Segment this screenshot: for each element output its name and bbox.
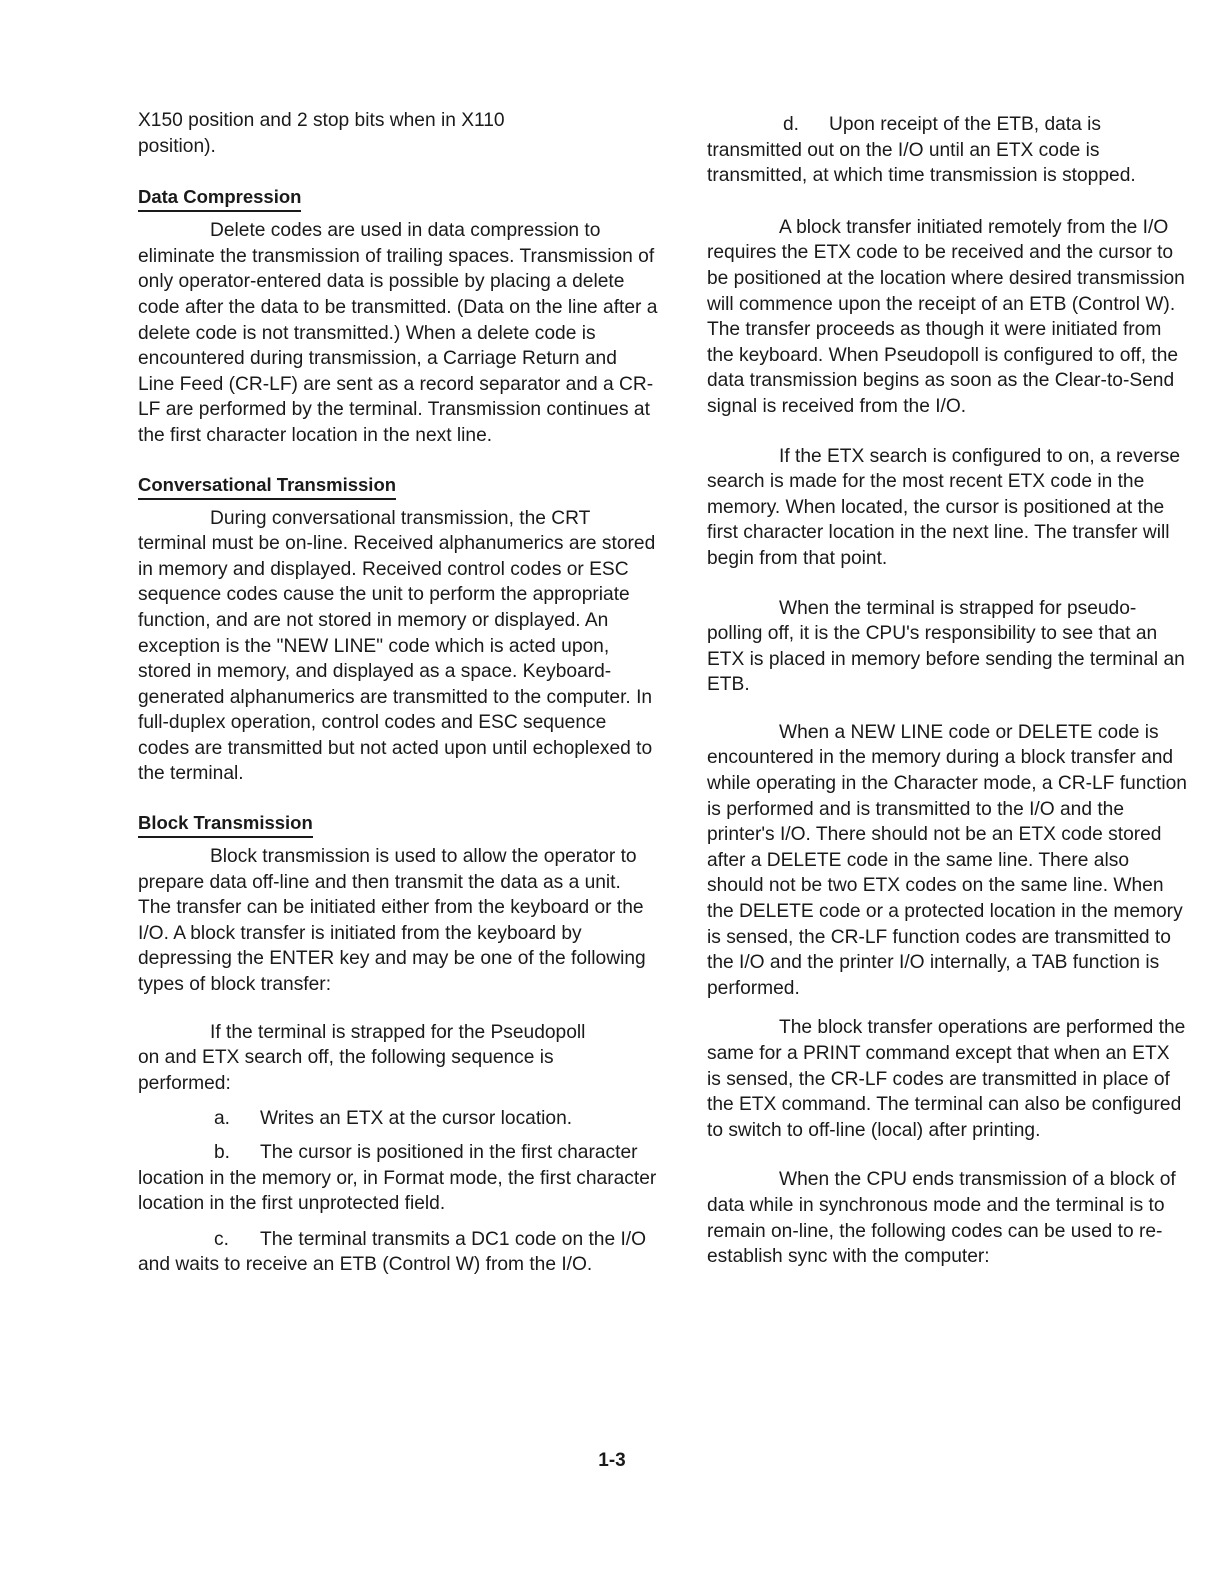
step-a-label: a.	[214, 1108, 231, 1130]
step-d	[707, 112, 1187, 189]
conversational-transmission-body: During conversational transmission, the CRT terminal must be on-line. Received alphanumerics are stored in memory and displayed. Received control codes or ESC sequence codes cause the unit to perform the appropriate function, and are not stored in memory or displayed. An exception is the "NEW LINE" code which is acted upon, stored in memory, and displayed as a space. Keyboard-generated alphanumerics are transmitted to the computer. In full-duplex operation, control codes and ESC sequence codes are transmitted but not acted upon until echoplexed to the terminal.	[138, 507, 656, 785]
block-transmission-heading: Block Transmission	[138, 811, 313, 838]
step-b-label: b.	[214, 1142, 231, 1163]
block-transmission-section	[138, 811, 658, 1278]
etx-search-paragraph: If the ETX search is configured to on, a reverse search is made for the most recent ETX code in the memory. When located, the cursor is positioned at the first character location in the next line. The transfer will begin from that point.	[707, 445, 1181, 569]
step-a-text: Writes an ETX at the cursor location.	[260, 1108, 573, 1130]
step-a	[138, 1106, 658, 1132]
new-line-delete-paragraph: When a NEW LINE code or DELETE code is encountered in the memory during a block transfer and while operating in the Character mode, a CR-LF function is performed and is transmitted to the I/O and the printer's I/O. There should not be an ETX code stored after a DELETE code in the same line. There also should not be two ETX codes on the same line. When the DELETE code or a protected location in the memory is sensed, the CR-LF function codes are transmitted to the I/O and the printer I/O internally, a TAB function is performed.	[707, 721, 1187, 999]
data-compression-body: Delete codes are used in data compression to eliminate the transmission of trailing spaces. Transmission of only operator-entered data is possible by placing a delete code after the data to be transmitted. (Data on the line after a delete code is not transmitted.) When a delete code is encountered during transmission, a Carriage Return and Line Feed (CR-LF) are sent as a record separator and a CR-LF are performed by the terminal. Transmission continues at the first character location in the next line.	[138, 220, 658, 446]
step-c	[138, 1227, 658, 1278]
intro-continuation: X150 position and 2 stop bits when in X110 position).	[138, 110, 505, 157]
conversational-transmission-heading: Conversational Transmission	[138, 473, 396, 500]
step-d-text: Upon receipt of the ETB, data is transmitted out on the I/O until an ETX code is transmitted, at which time transmission is stopped.	[707, 114, 1136, 187]
pseudopolling-off-paragraph: When the terminal is strapped for pseudo-polling off, it is the CPU's responsibility to see that an ETX is placed in memory before sending the terminal an ETB.	[707, 597, 1185, 696]
page-number: 1-3	[598, 1450, 626, 1471]
step-c-label: c.	[214, 1228, 229, 1250]
left-column	[138, 108, 658, 1278]
step-b	[138, 1140, 658, 1217]
step-d-label: d.	[783, 114, 800, 135]
remote-block-transfer-paragraph: A block transfer initiated remotely from the I/O requires the ETX code to be received and the cursor to be positioned at the location where desired transmission will commence upon the receipt of an ETB (Control W). The transfer proceeds as though it were initiated from the keyboard. When Pseudopoll is configured to off, the data transmission begins as soon as the Clear-to-Send signal is received from the I/O.	[707, 216, 1185, 417]
conversational-transmission-section	[138, 473, 658, 788]
step-c-text: The terminal transmits a DC1 code on the I/O and waits to receive an ETB (Control W) from the I/O.	[138, 1228, 647, 1276]
block-transmission-body: Block transmission is used to allow the operator to prepare data off-line and then transmit the data as a unit. The transfer can be initiated either from the keyboard or the I/O. A block transfer is initiated from the keyboard by depressing the ENTER key and may be one of the following types of block transfer:	[138, 846, 646, 996]
print-command-paragraph: The block transfer operations are performed the same for a PRINT command except that when an ETX is sensed, the CR-LF codes are transmitted in place of the ETX command. The terminal can also be configured to switch to off-line (local) after printing.	[707, 1017, 1186, 1141]
sync-codes-paragraph: When the CPU ends transmission of a block of data while in synchronous mode and the terminal is to remain on-line, the following codes can be used to re-establish sync with the computer:	[707, 1169, 1176, 1268]
data-compression-heading: Data Compression	[138, 185, 301, 212]
step-b-text: The cursor is positioned in the first character location in the memory or, in Format mode, the first character location in the first unprotected field.	[138, 1142, 657, 1215]
data-compression-section	[138, 185, 658, 448]
right-column	[707, 112, 1187, 1270]
pseudopoll-intro: If the terminal is strapped for the Pseudopoll on and ETX search off, the following sequence is performed:	[138, 1021, 586, 1094]
